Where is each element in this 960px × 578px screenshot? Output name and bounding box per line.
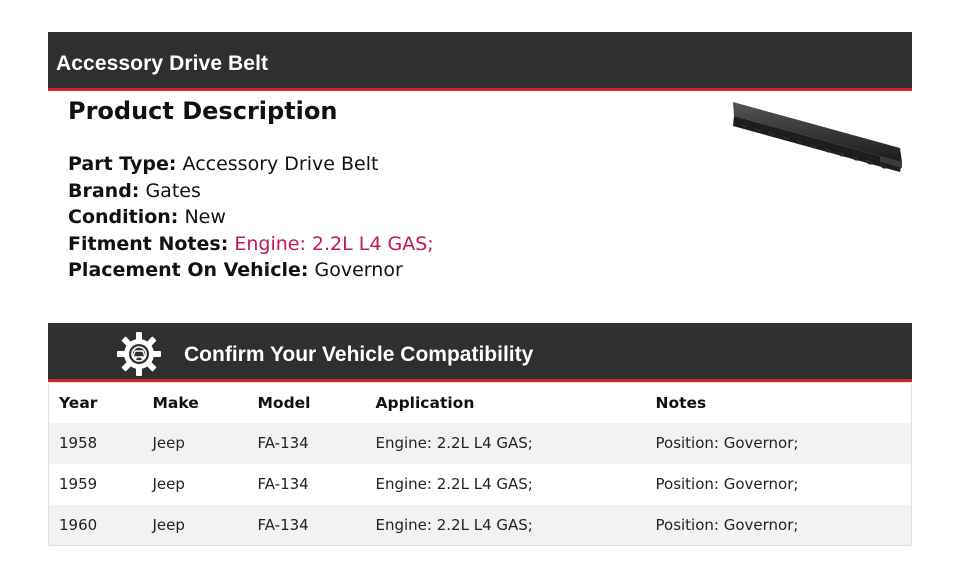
compatibility-header-bar <box>48 323 912 382</box>
spec-part-type <box>68 151 434 178</box>
product-description-heading: Product Description <box>68 97 338 125</box>
spec-fitment-notes <box>68 231 434 258</box>
spec-label: Placement On Vehicle: <box>68 259 309 281</box>
cell-year: 1959 <box>59 475 98 493</box>
table-row <box>49 505 912 546</box>
product-spec-list <box>68 151 434 284</box>
cell-make: Jeep <box>152 475 185 493</box>
cell-notes: Position: Governor; <box>655 475 799 493</box>
column-header-notes: Notes <box>655 393 707 412</box>
cell-model: FA-134 <box>257 475 309 493</box>
spec-brand <box>68 178 434 205</box>
cell-year: 1958 <box>59 434 98 452</box>
spec-value: New <box>184 206 226 228</box>
cell-application: Engine: 2.2L L4 GAS; <box>375 434 533 452</box>
spec-label: Fitment Notes: <box>68 232 229 255</box>
gear-car-icon <box>116 331 162 377</box>
cell-model: FA-134 <box>257 515 309 534</box>
spec-placement <box>68 257 434 284</box>
spec-label: Condition: <box>68 206 179 228</box>
cell-make: Jeep <box>152 434 185 452</box>
spec-value: Gates <box>145 179 201 202</box>
column-header-make: Make <box>152 393 199 412</box>
compatibility-title: Confirm Your Vehicle Compatibility <box>184 343 534 366</box>
spec-label: Brand: <box>68 179 140 202</box>
cell-make: Jeep <box>152 515 185 534</box>
column-header-model: Model <box>257 393 311 412</box>
spec-value: Accessory Drive Belt <box>182 153 379 175</box>
table-row <box>49 464 912 505</box>
cell-application: Engine: 2.2L L4 GAS; <box>375 515 533 534</box>
cell-model: FA-134 <box>257 434 309 452</box>
product-header-title: Accessory Drive Belt <box>56 52 269 75</box>
column-header-application: Application <box>375 393 475 412</box>
column-header-year: Year <box>59 393 98 412</box>
cell-application: Engine: 2.2L L4 GAS; <box>375 475 533 493</box>
compatibility-table <box>48 382 912 546</box>
spec-value: Governor <box>314 259 403 281</box>
table-header-row <box>49 383 912 423</box>
cell-year: 1960 <box>59 515 98 534</box>
spec-label: Part Type: <box>68 153 177 175</box>
cell-notes: Position: Governor; <box>655 434 799 452</box>
table-row <box>49 423 912 464</box>
drive-belt-image[interactable] <box>730 96 906 188</box>
spec-value: Engine: 2.2L L4 GAS; <box>234 232 434 255</box>
spec-condition <box>68 204 434 231</box>
product-header-bar <box>48 32 912 91</box>
cell-notes: Position: Governor; <box>655 515 799 534</box>
